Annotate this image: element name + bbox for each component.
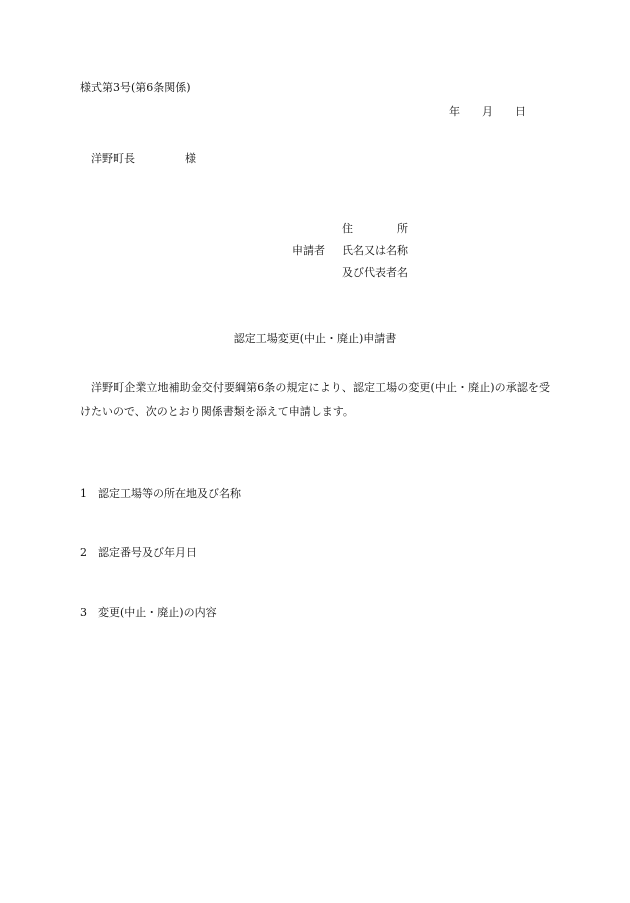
item-label: 認定工場等の所在地及び名称: [98, 487, 241, 500]
date-year: 年: [449, 105, 460, 118]
list-item: [80, 488, 241, 499]
item-number: 2: [80, 546, 87, 559]
item-label: 変更(中止・廃止)の内容: [98, 606, 217, 619]
date-line: [449, 106, 526, 117]
list-item: [80, 607, 217, 618]
applicant-role-label: 申請者: [292, 244, 325, 257]
addressee: [91, 153, 196, 164]
item-number: 1: [80, 487, 87, 500]
applicant-representative-label: 及び代表者名: [342, 266, 408, 279]
item-label: 認定番号及び年月日: [98, 546, 197, 559]
date-day: 日: [515, 105, 526, 118]
addressee-honorific: 様: [185, 152, 196, 165]
addressee-name: 洋野町長: [91, 152, 135, 165]
address-label-part-2: 所: [397, 222, 408, 235]
list-item: [80, 547, 197, 558]
applicant-address-label: [342, 223, 408, 234]
form-number: 様式第3号(第6条関係): [80, 81, 191, 94]
item-number: 3: [80, 606, 87, 619]
date-month: 月: [482, 105, 493, 118]
address-label-part-1: 住: [342, 222, 353, 235]
document-title: 認定工場変更(中止・廃止)申請書: [233, 332, 397, 345]
document-body: 洋野町企業立地補助金交付要綱第6条の規定により、認定工場の変更(中止・廃止)の承認を受けたいので、次のとおり関係書類を添えて申請します。: [80, 381, 550, 418]
applicant-name-label: 氏名又は名称: [342, 244, 408, 257]
